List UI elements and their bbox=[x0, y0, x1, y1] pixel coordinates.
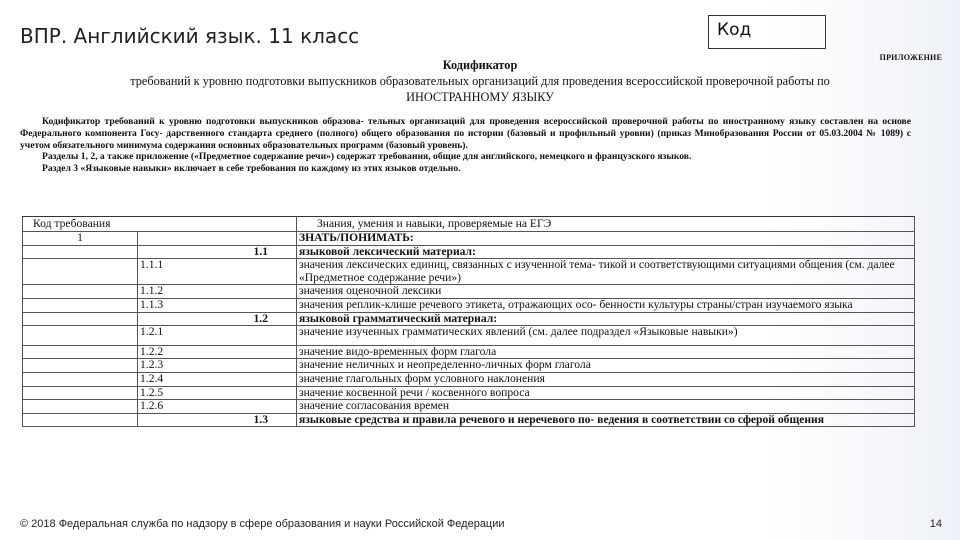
row-code bbox=[23, 298, 138, 312]
appendix-label: ПРИЛОЖЕНИЕ bbox=[879, 53, 942, 62]
row-subcode: 1.2.2 bbox=[138, 345, 297, 359]
table-row bbox=[23, 245, 915, 259]
row-text: значение неличных и неопределенно-личных форм глагола bbox=[297, 359, 915, 373]
row-code bbox=[23, 245, 138, 259]
row-code bbox=[23, 345, 138, 359]
row-text: значения реплик-клише речевого этикета, отражающих осо- бенности культуры страны/стран изучаемого языка bbox=[297, 298, 915, 312]
header-skills: Знания, умения и навыки, проверяемые на ЕГЭ bbox=[297, 217, 915, 232]
footer-copyright: © 2018 Федеральная служба по надзору в сфере образования и науки Российской Федерации bbox=[20, 518, 505, 530]
row-subcode: 1.1 bbox=[138, 245, 297, 259]
table-header bbox=[23, 217, 915, 232]
row-code-1: 1 bbox=[23, 232, 138, 246]
row-subcode: 1.2.4 bbox=[138, 372, 297, 386]
page-number: 14 bbox=[929, 518, 942, 530]
requirements-table bbox=[22, 216, 915, 427]
table-row bbox=[23, 386, 915, 400]
table-row bbox=[23, 326, 915, 346]
row-text: значение изученных грамматических явлений (см. далее подраздел «Языковые навыки») bbox=[297, 326, 915, 346]
row-text: значение видо-временных форм глагола bbox=[297, 345, 915, 359]
row-subcode: 1.1.1 bbox=[138, 259, 297, 285]
intro-paragraph-1: Кодификатор требований к уровню подготовки выпускников образова- тельных организаций для проведения всероссийской проверочной работы по иностранному языку составлен на основе Федерального компонента Госу- дарственного стандарта среднего (полного) общего образования по истории (базовый и профильный уровни) (приказ Минобразования России от 05.03.2004 № 1089) с учетом обязательного минимума содержания основных образовательных программ (базовый уровень). bbox=[20, 116, 911, 151]
row-text: языковые средства и правила речевого и неречевого по- ведения в соответствии со сферой общения bbox=[297, 413, 915, 427]
row-text: языковой лексический материал: bbox=[297, 245, 915, 259]
intro-paragraph-3: Раздел 3 «Языковые навыки» включает в себе требования по каждому из этих языков отдельно. bbox=[42, 163, 461, 175]
row-subcode: 1.2 bbox=[138, 312, 297, 326]
row-text: ЗНАТЬ/ПОНИМАТЬ: bbox=[297, 232, 915, 246]
row-code bbox=[23, 372, 138, 386]
table-row bbox=[23, 285, 915, 299]
row-code bbox=[23, 400, 138, 414]
code-box: Код bbox=[708, 15, 826, 49]
table-row bbox=[23, 359, 915, 373]
row-code bbox=[23, 386, 138, 400]
table-row bbox=[23, 312, 915, 326]
row-subcode: 1.2.3 bbox=[138, 359, 297, 373]
row-text: значение глагольных форм условного наклонения bbox=[297, 372, 915, 386]
row-code bbox=[23, 326, 138, 346]
row-subcode: 1.1.2 bbox=[138, 285, 297, 299]
table-row bbox=[23, 372, 915, 386]
table-row bbox=[23, 259, 915, 285]
row-subcode bbox=[138, 232, 297, 246]
intro-text bbox=[20, 116, 911, 175]
row-code bbox=[23, 413, 138, 427]
row-subcode: 1.2.5 bbox=[138, 386, 297, 400]
row-subcode: 1.1.3 bbox=[138, 298, 297, 312]
doc-subheading: требований к уровню подготовки выпускников образовательных организаций для проведения всероссийской проверочной работы по bbox=[130, 74, 830, 88]
header-code: Код требования bbox=[23, 217, 297, 232]
table-row bbox=[23, 345, 915, 359]
row-code bbox=[23, 359, 138, 373]
doc-heading: Кодификатор bbox=[442, 58, 518, 72]
row-subcode: 1.2.6 bbox=[138, 400, 297, 414]
table-row bbox=[23, 413, 915, 427]
row-text: значение согласования времен bbox=[297, 400, 915, 414]
row-code bbox=[23, 259, 138, 285]
row-code bbox=[23, 285, 138, 299]
doc-subject: ИНОСТРАННОМУ ЯЗЫКУ bbox=[406, 90, 554, 104]
table-row bbox=[23, 298, 915, 312]
row-code bbox=[23, 312, 138, 326]
slide-title: ВПР. Английский язык. 11 класс bbox=[20, 24, 360, 48]
row-subcode: 1.3 bbox=[138, 413, 297, 427]
row-text: языковой грамматический материал: bbox=[297, 312, 915, 326]
row-text: значения оценочной лексики bbox=[297, 285, 915, 299]
table-row bbox=[23, 400, 915, 414]
intro-paragraph-2: Разделы 1, 2, а также приложение («Предметное содержание речи») содержат требования, общие для английского, немецкого и французского языков. bbox=[42, 151, 692, 163]
row-subcode: 1.2.1 bbox=[138, 326, 297, 346]
row-text: значения лексических единиц, связанных с изученной тема- тикой и соответствующими ситуациями общения (см. далее «Предметное содержание речи») bbox=[297, 259, 915, 285]
table-row bbox=[23, 232, 915, 246]
row-text: значение косвенной речи / косвенного вопроса bbox=[297, 386, 915, 400]
